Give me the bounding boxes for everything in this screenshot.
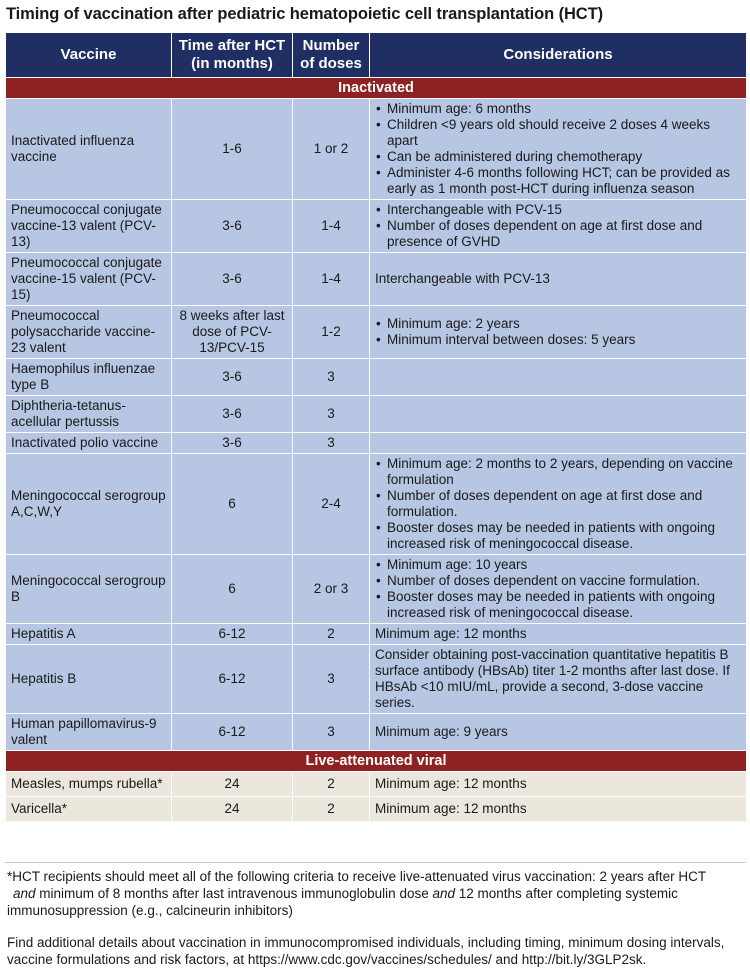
time-after-hct: 6 [172,454,293,555]
vaccine-name: Inactivated polio vaccine [6,433,172,454]
table-row [6,772,747,797]
considerations [370,200,747,253]
vaccine-name: Pneumococcal conjugate vaccine-15 valent (PCV-15) [6,253,172,306]
time-after-hct: 24 [172,772,293,797]
footnote: *HCT recipients should meet all of the following criteria to receive live-attenuated virus vaccination: 2 years after HCT and minimum of 8 months after last intravenous immunoglobulin dose and 12 months after completing systemic immunosuppression (e.g., calcineurin inhibitors) [7,869,707,918]
consideration-item: • Number of doses dependent on age at first dose and presence of GVHD [387,218,741,250]
number-of-doses: 3 [293,714,370,751]
number-of-doses: 2 or 3 [293,555,370,624]
vaccine-name: Haemophilus influenzae type B [6,359,172,396]
table-row [6,797,747,822]
table-row [6,454,747,555]
considerations: Minimum age: 12 months [370,624,747,645]
table-row [6,624,747,645]
considerations: Minimum age: 12 months [370,772,747,797]
table-row [6,253,747,306]
header-vaccine: Vaccine [6,33,172,78]
vaccine-name: Inactivated influenza vaccine [6,99,172,200]
section-inactivated [6,78,747,99]
considerations: Interchangeable with PCV-13 [370,253,747,306]
number-of-doses: 3 [293,645,370,714]
vaccine-name: Varicella* [6,797,172,822]
vaccine-name: Diphtheria-tetanus-acellular pertussis [6,396,172,433]
considerations [370,454,747,555]
table-row [6,714,747,751]
time-after-hct: 6-12 [172,714,293,751]
page-title: Timing of vaccination after pediatric hematopoietic cell transplantation (HCT) [6,5,603,23]
section-inactivated-label: Inactivated [6,78,747,99]
vaccine-name: Measles, mumps rubella* [6,772,172,797]
number-of-doses: 1-4 [293,200,370,253]
section-live-label: Live-attenuated viral [6,751,747,772]
number-of-doses: 2 [293,797,370,822]
number-of-doses: 2 [293,624,370,645]
number-of-doses: 2 [293,772,370,797]
vaccine-name: Meningococcal serogroup B [6,555,172,624]
number-of-doses: 3 [293,359,370,396]
considerations [370,433,747,454]
vaccine-name: Pneumococcal conjugate vaccine-13 valent (PCV-13) [6,200,172,253]
number-of-doses: 1 or 2 [293,99,370,200]
consideration-item: • Number of doses dependent on age at first dose and formulation. [387,488,741,520]
vaccine-name: Hepatitis B [6,645,172,714]
considerations-list [375,202,741,250]
consideration-item: • Administer 4-6 months following HCT; can be provided as early as 1 month post-HCT during influenza season [387,165,741,197]
header-number-of-doses: Number of doses [293,33,370,78]
consideration-item: • Number of doses dependent on vaccine formulation. [387,573,741,589]
consideration-item: • Booster doses may be needed in patients with ongoing increased risk of meningococcal disease. [387,589,741,621]
considerations [370,396,747,433]
section-live-attenuated [6,751,747,772]
number-of-doses: 3 [293,396,370,433]
table-row [6,645,747,714]
vaccine-name: Hepatitis A [6,624,172,645]
considerations [370,555,747,624]
number-of-doses: 1-2 [293,306,370,359]
time-after-hct: 3-6 [172,253,293,306]
vaccine-name: Meningococcal serogroup A,C,W,Y [6,454,172,555]
number-of-doses: 1-4 [293,253,370,306]
source-note: Find additional details about vaccination in immunocompromised individuals, including timing, minimum dosing intervals, vaccine formulations and risk factors, at https://www.cdc.gov/vaccines/schedules/ and http://bit.ly/3GLP2sk. [7,935,725,967]
table-row [6,359,747,396]
time-after-hct: 3-6 [172,396,293,433]
considerations [370,359,747,396]
considerations-list [375,101,741,197]
time-after-hct: 3-6 [172,359,293,396]
divider [5,862,746,863]
considerations [370,306,747,359]
time-after-hct: 3-6 [172,433,293,454]
considerations [370,99,747,200]
consideration-item: • Minimum age: 10 years [387,557,741,573]
considerations-list [375,456,741,552]
consideration-item: • Children <9 years old should receive 2 doses 4 weeks apart [387,117,741,149]
considerations: Minimum age: 12 months [370,797,747,822]
consideration-item: • Booster doses may be needed in patients with ongoing increased risk of meningococcal disease. [387,520,741,552]
number-of-doses: 3 [293,433,370,454]
time-after-hct: 6-12 [172,624,293,645]
table-header-row [6,33,747,78]
consideration-item: • Minimum age: 6 months [387,101,741,117]
considerations: Consider obtaining post-vaccination quantitative hepatitis B surface antibody (HBsAb) titer 1-2 months after last dose. If HBsAb <10 mIU/mL, provide a second, 3-dose vaccine series. [370,645,747,714]
number-of-doses: 2-4 [293,454,370,555]
table-row [6,99,747,200]
considerations-list [375,557,741,621]
table-row [6,555,747,624]
consideration-item: • Minimum interval between doses: 5 years [387,332,741,348]
consideration-item: • Can be administered during chemotherapy [387,149,741,165]
vaccine-name: Pneumococcal polysaccharide vaccine-23 valent [6,306,172,359]
table-row [6,433,747,454]
consideration-item: • Interchangeable with PCV-15 [387,202,741,218]
table-row [6,200,747,253]
time-after-hct: 24 [172,797,293,822]
considerations-list [375,316,741,348]
consideration-item: • Minimum age: 2 years [387,316,741,332]
time-after-hct: 3-6 [172,200,293,253]
table-row [6,396,747,433]
time-after-hct: 6-12 [172,645,293,714]
vaccine-name: Human papillomavirus-9 valent [6,714,172,751]
considerations: Minimum age: 9 years [370,714,747,751]
table-row [6,306,747,359]
header-considerations: Considerations [370,33,747,78]
time-after-hct: 8 weeks after last dose of PCV-13/PCV-15 [172,306,293,359]
consideration-item: • Minimum age: 2 months to 2 years, depending on vaccine formulation [387,456,741,488]
time-after-hct: 6 [172,555,293,624]
time-after-hct: 1-6 [172,99,293,200]
vaccination-table [5,32,747,822]
header-time-after-hct: Time after HCT (in months) [172,33,293,78]
